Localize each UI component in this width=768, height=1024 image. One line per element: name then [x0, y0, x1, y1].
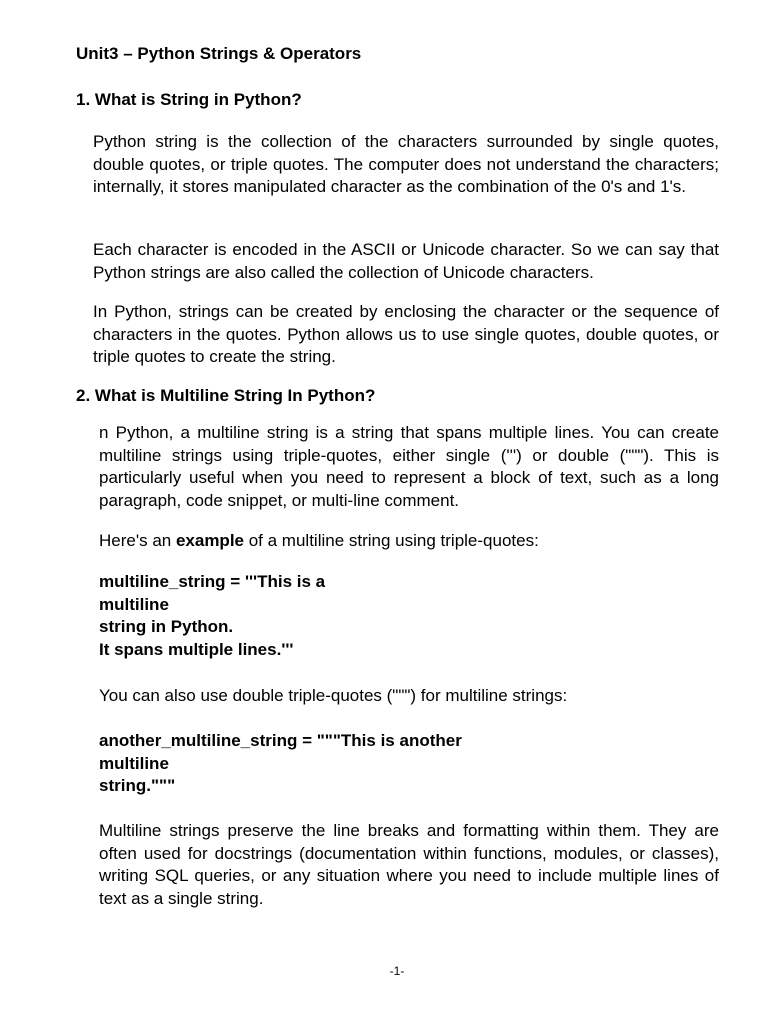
section-1-paragraph-2: Each character is encoded in the ASCII or Unicode character. So we can say that Python strings are also called the collection of Unicode characters. [93, 240, 719, 282]
section-1-heading: 1. What is String in Python? [76, 90, 302, 109]
section-2-closing: Multiline strings preserve the line breaks and formatting within them. They are often used for docstrings (documentation within functions, modules, or classes), writing SQL queries, or any situation where you need to include multiple lines of text as a single string. [99, 821, 719, 908]
section-2-heading: 2. What is Multiline String In Python? [76, 386, 376, 405]
page-number: -1- [389, 964, 405, 978]
code-block-double-quotes [99, 730, 462, 798]
code-line: multiline_string = '''This is a [99, 572, 326, 591]
document-title: Unit3 – Python Strings & Operators [76, 44, 362, 63]
code-line: multiline [99, 594, 169, 614]
section-2-intro: n Python, a multiline string is a string that spans multiple lines. You can create multiline strings using triple-quotes, either single (''') or double ("""). This is particularly useful when you need to represent a block of text, such as a long paragraph, code snippet, or multi-line comment. [99, 423, 719, 510]
code-line: string.""" [99, 776, 176, 796]
double-quotes-note: You can also use double triple-quotes (""") for multiline strings: [99, 686, 568, 705]
example-intro [99, 530, 719, 553]
example-prefix: Here's an [99, 531, 176, 550]
code-block-single-quotes [99, 571, 325, 661]
section-1-paragraph-1: Python string is the collection of the characters surrounded by single quotes, double quotes, or triple quotes. The computer does not understand the characters; internally, it stores manipulated character as the combination of the 0's and 1's. [93, 132, 719, 197]
code-line: another_multiline_string = """This is another [99, 731, 462, 750]
example-bold: example [175, 531, 244, 550]
code-line: string in Python. [99, 617, 234, 637]
code-line: multiline [99, 753, 169, 773]
example-suffix: of a multiline string using triple-quotes: [244, 531, 539, 550]
section-1-paragraph-3: In Python, strings can be created by enclosing the character or the sequence of characters in the quotes. Python allows us to use single quotes, double quotes, or triple quotes to create the string. [93, 302, 719, 367]
code-line: It spans multiple lines.''' [99, 639, 294, 659]
